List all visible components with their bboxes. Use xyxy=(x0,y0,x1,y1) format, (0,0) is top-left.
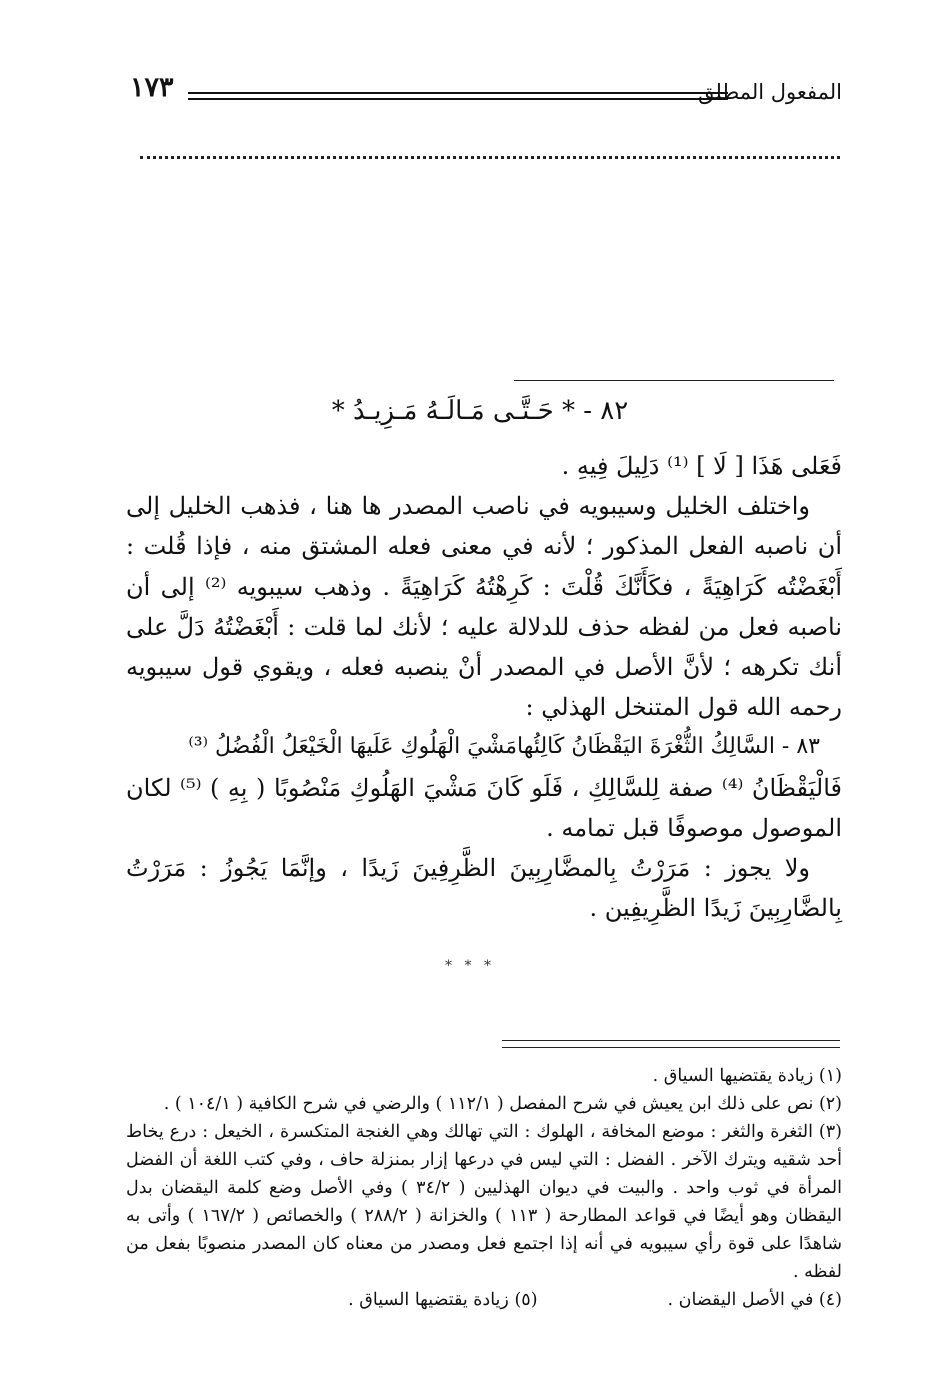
verse-83-hemistich-1: ٨٣ - السَّالِكُ الثُّغْرَةَ اليَقْظَانُ كَالِئُها xyxy=(516,734,820,760)
paragraph-2: واختلف الخليل وسيبويه في ناصب المصدر ها هنا ، فذهب الخليل إلى أن ناصبه الفعل المذكور ؛ لأنه في معنى فعله المشتق منه ، فإذا قُلت : أَبْغَضْتُه كَرَاهِيَةً ، فكَأَنَّكَ قُلْتَ : كَرِهْتُهُ كَرَاهِيَةً . وذهب سيبويه ⁽²⁾ إلى أن ناصبه فعل من لفظه حذف للدلالة عليه ؛ لأنك لما قلت : أَبْغَضْتُهُ دَلَّ على أنك تكرهه ؛ لأنَّ الأصل في المصدر أنْ ينصبه فعله ، ويقوي قول سيبويه رحمه الله قول المتنخل الهذلي : xyxy=(126,492,842,722)
page-number: ١٧٣ xyxy=(130,72,174,103)
chapter-title: المفعول المطلق xyxy=(698,80,842,104)
footnote-2: (٢) نص على ذلك ابن يعيش في شرح المفصل ( ١١٢/١ ) والرضي في شرح الكافية ( ١٠٤/١ ) . xyxy=(163,1094,842,1114)
main-text xyxy=(126,446,842,928)
footnote-4: (٤) في الأصل اليقضان . xyxy=(667,1290,842,1310)
footnote-3: (٣) الثغرة والثغر : موضع المخافة ، الهلوك : التي تهالك وهي الغنجة المتكسرة ، الخيعل : درع يخاط أحد شقيه ويترك الآخر . الفضل : التي ليس في درعها إزار بمنزلة حاف ، وفي كتب اللغة أن الفضل المرأة في ثوب واحد . والبيت في ديوان الهذليين ( ٣٤/٢ ) وفي الأصل وضع كلمة اليقضان بدل اليقظان وهو أيضًا في قواعد المطارحة ( ١١٣ ) والخزانة ( ٢٨٨/٢ ) والخصائص ( ١٦٧/٢ ) وأتى به شاهدًا على قوة رأي سيبويه في أنه إذا اجتمع فعل ومصدر من معناه كان المصدر منصوبًا بفعل من لفظه . xyxy=(126,1122,842,1282)
paragraph-1: فَعَلى هَذَا [ لَا ] ⁽¹⁾ دَلِيلَ فِيهِ . xyxy=(561,452,842,480)
footnote-rule-bottom xyxy=(502,1047,840,1048)
page-header xyxy=(130,66,842,114)
paragraph-4: ولا يجوز : مَرَرْتُ بِالمضَّارِبِينَ الظَّرِفِينَ زَيدًا ، وإنَّمَا يَجُوزُ : مَرَرْتُ بِالضَّارِبِينَ زَيدًا الظَّرِيفِين . xyxy=(126,854,842,923)
footnote-5: (٥) زيادة يقتضيها السياق . xyxy=(348,1290,538,1310)
section-end-stars: * * * xyxy=(445,958,495,974)
dotted-separator xyxy=(140,156,840,159)
footnote-rule-top xyxy=(502,1040,840,1041)
paragraph-3: فَالْيَقْظَانُ ⁽⁴⁾ صفة لِلسَّالِكِ ، فَلَو كَانَ مَشْيَ الهَلُوكِ مَنْصُوبًا ( بِهِ ) ⁽⁵⁾ لكان الموصول موصوفًا قبل تمامه . xyxy=(126,773,842,842)
footnote-1: (١) زيادة يقتضيها السياق . xyxy=(652,1066,842,1086)
verse-83-hemistich-2: مَشْيَ الْهَلُوكِ عَلَيهَا الْخَيْعَلُ الْفُضُلُ ⁽³⁾ xyxy=(188,734,517,760)
verse-82: ٨٢ - * حَـتَّـى مَـالَـهُ مَـزِيـدُ * xyxy=(331,396,629,426)
verse-83 xyxy=(126,727,842,767)
footnote-row-4-5 xyxy=(126,1286,842,1314)
footnotes xyxy=(126,1062,842,1314)
section-rule xyxy=(514,380,834,381)
header-double-rule xyxy=(188,92,728,100)
